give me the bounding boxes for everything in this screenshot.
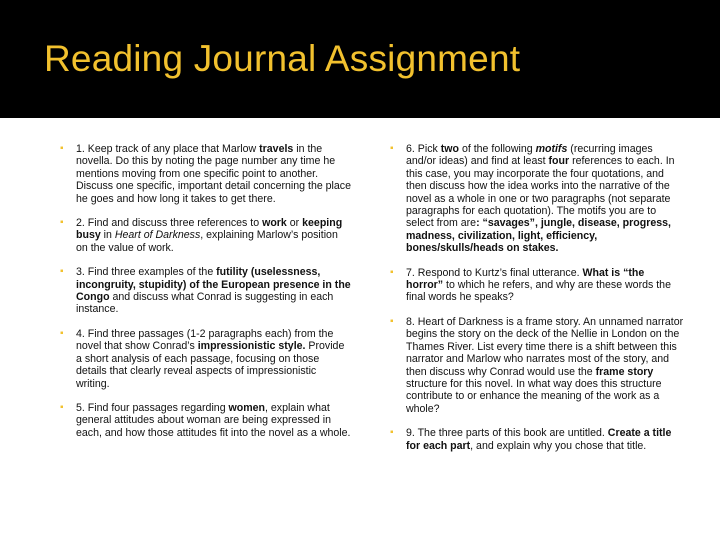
body-text: and discuss what Conrad is suggesting in each instance. <box>76 291 334 316</box>
body-text: 4. Find three passages (1-2 paragraphs each) from the novel that show Conrad’s <box>76 327 334 353</box>
body-text: 1. Keep track of any place that Marlow <box>76 143 260 155</box>
body-text: to which he refers, and why are these words the final words he speaks? <box>406 279 671 304</box>
bold-text: : “savages”, jungle, disease, progress, madness, civilization, light, efficiency, bones/skulls/heads on stakes. <box>406 217 671 255</box>
body-text: 3. Find three examples of the <box>76 266 217 279</box>
bullet-icon: ▪ <box>60 327 64 339</box>
list-item <box>390 143 684 255</box>
bullet-icon: ▪ <box>390 315 394 327</box>
bullet-icon: ▪ <box>60 217 64 229</box>
bullet-icon: ▪ <box>60 266 64 278</box>
body-text: 8. Heart of Darkness is a frame story. An unnamed narrator begins the story on the deck of the Nellie in London on the Thames River. List every time there is a shift between this narrator and Marlow who narrates most of the story, and then discuss why Conrad would use the <box>406 315 684 378</box>
list-item <box>60 328 352 390</box>
italic-text: Heart of Darkness <box>114 229 201 242</box>
list-item <box>390 267 684 304</box>
bullet-icon: ▪ <box>390 427 394 439</box>
body-text: 6. Pick <box>406 143 441 155</box>
bold-text: frame story <box>595 365 654 378</box>
bold-text: What is “the horror” <box>406 266 645 292</box>
bold-text: women <box>228 401 266 414</box>
body-text: Provide a short analysis of each passage, focusing on those details that clearly reveal aspects of impressionistic writing. <box>76 340 345 390</box>
list-item <box>60 266 352 316</box>
body-text: references to each. In this case, you may incorporate the four quotations, and then discuss how the idea works into the narrative of the novel as a whole in one or two paragraphs (not separate paragraphs for each quotation). The motifs you are to select from are <box>406 155 675 230</box>
bold-text: futility (uselessness, incongruity, stupidity) of the European presence in the Congo <box>76 266 351 304</box>
body-text: 5. Find four passages regarding <box>76 401 229 414</box>
list-item <box>390 427 684 452</box>
bullet-icon: ▪ <box>390 266 394 278</box>
body-text: or <box>286 217 303 230</box>
body-text: , and explain why you chose that title. <box>470 439 647 452</box>
title-bar <box>0 0 720 118</box>
body-text: , explain what general attitudes about woman are being expressed in each, and how those attitudes fit into the novel as a whole. <box>76 401 351 439</box>
body-text: in <box>100 229 115 242</box>
bold-text: impressionistic style. <box>197 340 306 353</box>
emphasis-text: motifs <box>535 143 568 155</box>
list-item <box>390 316 684 415</box>
list-item <box>60 402 352 439</box>
bold-text: keeping busy <box>76 217 343 242</box>
bold-text: four <box>548 155 570 168</box>
body-text: in the novella. Do this by noting the page number any time he mentions moving from one specific point to another. Discuss one specific, important detail concerning the place he goes and how long it takes to get there. <box>76 143 351 205</box>
body-text: 7. Respond to Kurtz’s final utterance. <box>406 266 583 279</box>
bold-text: work <box>262 217 287 230</box>
body-text: (recurring images and/or ideas) and find at least <box>406 143 653 168</box>
slide-title: Reading Journal Assignment <box>44 38 521 79</box>
bold-text: Create a title for each part <box>406 427 672 452</box>
bullet-icon: ▪ <box>60 401 64 413</box>
bold-text: travels <box>259 143 294 155</box>
body-text: 2. Find and discuss three references to <box>76 217 263 230</box>
body-text: , explaining Marlow’s position on the value of work. <box>76 229 338 254</box>
bold-text <box>536 143 568 155</box>
right-column <box>390 143 684 464</box>
body-text: structure for this novel. In what way does this structure contribute to or enhance the meaning of the work as a whole? <box>406 377 662 415</box>
body-text: 9. The three parts of this book are untitled. <box>406 427 608 440</box>
body-text: of the following <box>459 143 536 155</box>
left-column <box>60 143 352 451</box>
bullet-icon: ▪ <box>390 143 394 154</box>
list-item <box>60 217 352 254</box>
list-item <box>60 143 352 205</box>
bullet-icon: ▪ <box>60 143 64 154</box>
bold-text: two <box>440 143 459 155</box>
